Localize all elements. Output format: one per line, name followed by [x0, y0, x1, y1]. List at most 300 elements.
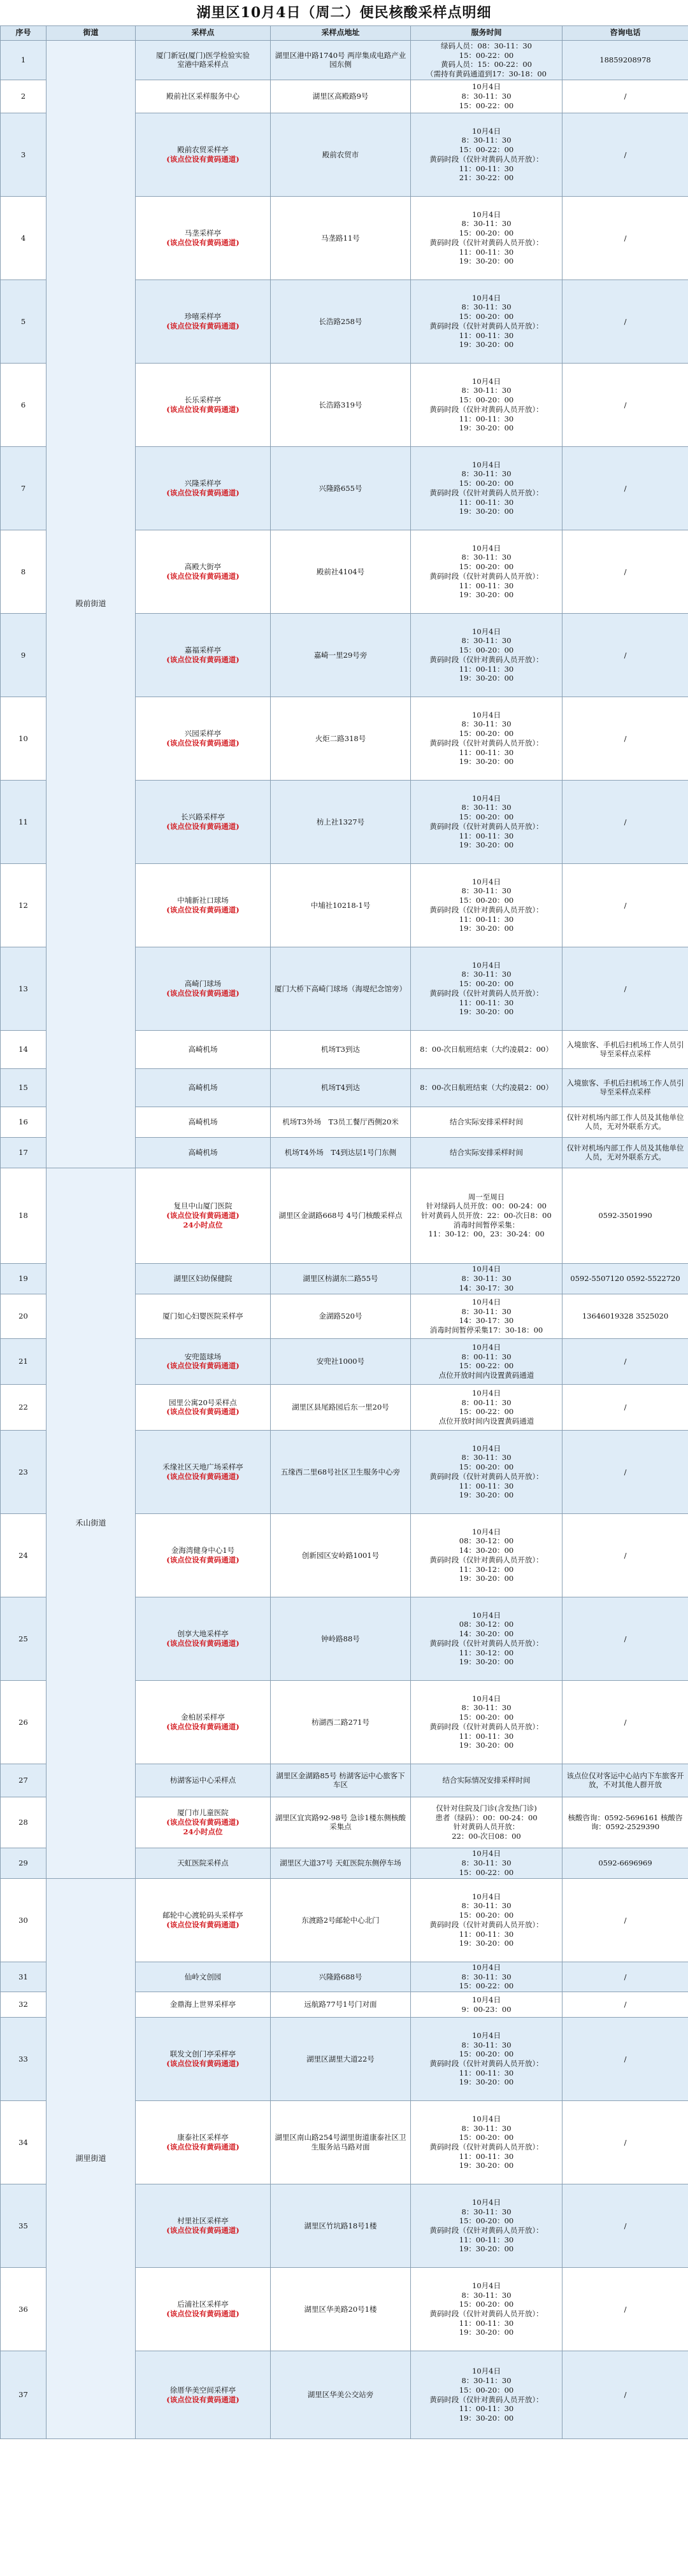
service-time — [411, 2268, 563, 2351]
consult-phone: 核酸咨询：0592-5696161 核酸咨询：0592-2529390 — [563, 1797, 688, 1848]
service-time-line: 黄码时段（仅针对黄码人员开放）： — [429, 2395, 543, 2404]
yellow-code-channel-note: (该点位设有黄码通道) — [166, 1361, 240, 1371]
service-time-line: 8：30-11：30 — [461, 553, 512, 562]
consult-phone: / — [563, 1384, 688, 1430]
row-number: 25 — [1, 1597, 47, 1680]
site-address: 马垄路11号 — [271, 196, 411, 280]
sampling-site-name — [136, 1597, 271, 1680]
yellow-code-channel-note: (该点位设有黄码通道) — [166, 404, 240, 414]
service-time-line: 19：30-20：00 — [459, 1574, 514, 1583]
24h-site-note: 24小时点位 — [183, 1220, 223, 1229]
consult-phone: / — [563, 446, 688, 530]
site-name-line: 马垄采样亭 — [184, 229, 222, 238]
service-time-line: 10月4日 — [472, 1610, 501, 1620]
row-number: 4 — [1, 196, 47, 280]
yellow-code-channel-note: (该点位设有黄码通道) — [166, 2059, 240, 2069]
service-time — [411, 1962, 563, 1992]
row-number: 18 — [1, 1168, 47, 1263]
service-time-line: 19：30-20：00 — [459, 423, 514, 433]
site-name-line: 徐厝华美空间采样亭 — [169, 2385, 236, 2395]
consult-phone: 13646019328 3525020 — [563, 1294, 688, 1338]
service-time-line: 8：30-11：30 — [461, 302, 512, 312]
service-time — [411, 1338, 563, 1384]
header-phone: 咨询电话 — [563, 26, 688, 41]
yellow-code-channel-note: (该点位设有黄码通道) — [166, 571, 240, 581]
service-time-line: 11：00-11：30 — [459, 1481, 514, 1490]
service-time-line: 11：00-11：30 — [459, 2318, 514, 2328]
site-address: 中埔社10218-1号 — [271, 863, 411, 947]
consult-phone: 0592-6696969 — [563, 1848, 688, 1878]
service-time-line: 黄码时段（仅针对黄码人员开放）： — [429, 1638, 543, 1648]
service-time-line: 黄码时段（仅针对黄码人员开放）： — [429, 1555, 543, 1564]
consult-phone: / — [563, 1962, 688, 1992]
site-name-line: 联发文创门亭采样亭 — [169, 2049, 236, 2059]
site-name-line: 金鼎海上世界采样亭 — [169, 2000, 236, 2009]
service-time-line: 8：30-11：30 — [461, 886, 512, 896]
service-time-line: 14：30-17：30 — [459, 1316, 514, 1326]
service-time-line: 15：00-20：00 — [459, 896, 514, 905]
service-time-line: 8：30-11：30 — [461, 636, 512, 646]
yellow-code-channel-note: (该点位设有黄码通道) — [166, 738, 240, 747]
service-time-line: 08：30-12：00 — [459, 1536, 514, 1546]
site-name-line: 金柏居采样亭 — [181, 1713, 225, 1722]
sampling-site-name — [136, 446, 271, 530]
service-time-line: 08：30-12：00 — [459, 1620, 514, 1629]
consult-phone: 入境旅客、手机后扫机场工作人员引导至采样点采样 — [563, 1030, 688, 1068]
site-address: 创新园区安岭路1001号 — [271, 1513, 411, 1597]
row-number: 33 — [1, 2018, 47, 2101]
row-number: 15 — [1, 1068, 47, 1107]
service-time — [411, 1992, 563, 2018]
service-time-line: 8：30-11：30 — [461, 2040, 512, 2049]
service-time — [411, 1168, 563, 1263]
row-number: 12 — [1, 863, 47, 947]
row-number: 23 — [1, 1430, 47, 1513]
row-number: 16 — [1, 1107, 47, 1137]
row-number: 6 — [1, 363, 47, 446]
service-time-line: 结合实际情况安排采样时间 — [442, 1776, 531, 1785]
site-name-line: 高崎门球场 — [184, 979, 222, 989]
consult-phone: / — [563, 2351, 688, 2439]
service-time — [411, 780, 563, 863]
service-time-line: 15：00-20：00 — [459, 229, 514, 238]
site-address: 湖里区湖里大道22号 — [271, 2018, 411, 2101]
service-time-line: 10月4日 — [472, 960, 501, 970]
service-time-line: 周一至周日 — [468, 1192, 505, 1201]
service-time-line: 15：00-22：00 — [459, 1361, 514, 1371]
consult-phone: / — [563, 2018, 688, 2101]
service-time — [411, 1263, 563, 1294]
consult-phone: / — [563, 1338, 688, 1384]
service-time-line: 15：00-20：00 — [459, 2300, 514, 2309]
service-time-line: 11：00-11：30 — [459, 581, 514, 590]
sampling-site-name — [136, 2018, 271, 2101]
row-number: 8 — [1, 530, 47, 613]
consult-phone: / — [563, 613, 688, 697]
row-number: 30 — [1, 1878, 47, 1962]
sampling-site-name — [136, 1797, 271, 1848]
service-time-line: 11：00-11：30 — [459, 2235, 514, 2244]
service-time-line: 点位开放时间内设置黄码通道 — [438, 1417, 534, 1426]
service-time-line: 11：00-11：30 — [459, 1731, 514, 1741]
service-time-line: 10月4日 — [472, 1849, 501, 1858]
site-address: 机场T3外场 T3员工餐厅西侧20米 — [271, 1107, 411, 1137]
yellow-code-channel-note: (该点位设有黄码通道) — [166, 488, 240, 497]
yellow-code-channel-note: (该点位设有黄码通道) — [166, 2142, 240, 2152]
site-address: 湖里区华美公交站旁 — [271, 2351, 411, 2439]
service-time-line: 黄码时段（仅针对黄码人员开放）： — [429, 2226, 543, 2235]
row-number: 9 — [1, 613, 47, 697]
site-address: 厦门大桥下高崎门球场（海堤纪念馆旁） — [271, 947, 411, 1030]
site-address: 机场T4外场 T4到达层1号门东侧 — [271, 1137, 411, 1168]
service-time-line: 8：30-11：30 — [461, 1858, 512, 1868]
yellow-code-channel-note: (该点位设有黄码通道) — [166, 2395, 240, 2404]
service-time-line: 11：00-11：30 — [459, 247, 514, 257]
row-number: 37 — [1, 2351, 47, 2439]
service-time-line: 8：30-11：30 — [461, 219, 512, 229]
site-address: 湖里区华美路20号1楼 — [271, 2268, 411, 2351]
service-time-line: 10月4日 — [472, 2114, 501, 2123]
service-time-line: 15：00-20：00 — [459, 2049, 514, 2059]
consult-phone: 该点位仅对客运中心站内下车旅客开放，不对其他人群开放 — [563, 1764, 688, 1797]
row-number: 3 — [1, 113, 47, 196]
row-number: 7 — [1, 446, 47, 530]
service-time-line: 针对黄码人员开放：22：00-次日8：00 — [421, 1211, 552, 1221]
service-time-line: 8：30-11：30 — [461, 1306, 512, 1316]
site-address: 湖里区宜宾路92-98号 急诊1楼东侧核酸采集点 — [271, 1797, 411, 1848]
service-time — [411, 1764, 563, 1797]
site-name-line: 中埔新社口球场 — [177, 896, 229, 905]
site-name-line: 高崎机场 — [188, 1148, 218, 1157]
site-name-line: 禾缘社区天地广场采样亭 — [162, 1462, 243, 1472]
site-address: 机场T4到达 — [271, 1068, 411, 1107]
service-time-line: 19：30-20：00 — [459, 1490, 514, 1500]
service-time — [411, 2018, 563, 2101]
service-time-line: 14：30-20：00 — [459, 1546, 514, 1555]
service-time-line: 黄码时段（仅针对黄码人员开放）： — [429, 571, 543, 581]
service-time-line: 黄码时段（仅针对黄码人员开放）： — [429, 321, 543, 330]
service-time-line: 10月4日 — [472, 1995, 501, 2004]
service-time-line: 15：00-22：00 — [459, 1867, 514, 1877]
site-address: 湖里区大道37号 天虹医院东侧停车场 — [271, 1848, 411, 1878]
service-time-line: 10月4日 — [472, 710, 501, 719]
service-time-line: 15：00-20：00 — [459, 812, 514, 822]
service-time-line: 8：30-11：30 — [461, 469, 512, 479]
service-time — [411, 1294, 563, 1338]
service-time-line: 19：30-20：00 — [459, 674, 514, 683]
service-time-line: 10月4日 — [472, 1527, 501, 1536]
site-name-line: 天虹医院采样点 — [177, 1858, 229, 1868]
service-time-line: 结合实际安排采样时间 — [450, 1117, 523, 1127]
consult-phone: 18859208978 — [563, 41, 688, 80]
service-time-line: 10月4日 — [472, 1297, 501, 1306]
site-name-line: 高崎机场 — [188, 1083, 218, 1093]
service-time — [411, 947, 563, 1030]
service-time — [411, 697, 563, 780]
service-time-line: 11：00-11：30 — [459, 2151, 514, 2161]
site-address: 钟岭路88号 — [271, 1597, 411, 1680]
service-time-line: 绿码人员：08：30-11：30 — [441, 41, 532, 50]
site-address: 殿前社4104号 — [271, 530, 411, 613]
service-time-line: 8：30-11：30 — [461, 803, 512, 812]
site-address: 火炬二路318号 — [271, 697, 411, 780]
sampling-site-name — [136, 2184, 271, 2268]
service-time-line: 点位开放时间内设置黄码通道 — [438, 1371, 534, 1380]
site-name-line: 枋湖客运中心采样点 — [169, 1776, 236, 1785]
service-time-line: 黄码时段（仅针对黄码人员开放）： — [429, 1722, 543, 1731]
service-time-line: 针对黄码人员开放： — [453, 1822, 520, 1832]
yellow-code-channel-note: (该点位设有黄码通道) — [166, 237, 240, 247]
site-name-line: 湖里区妇幼保健院 — [173, 1274, 233, 1284]
service-time-line: 8：00-次日航班结束（大约凌晨2：00） — [420, 1045, 553, 1054]
site-name-line: 长乐采样亭 — [184, 395, 222, 405]
site-name-line: 殿前农贸采样亭 — [177, 145, 229, 155]
site-address: 湖里区南山路254号湖里街道康泰社区卫生服务站马路对面 — [271, 2101, 411, 2184]
service-time-line: 消毒时间暂停采集17：30-18：00 — [429, 1326, 543, 1335]
consult-phone: / — [563, 1513, 688, 1597]
service-time — [411, 1513, 563, 1597]
service-time-line: 19：30-20：00 — [459, 1939, 514, 1948]
site-name-line: 村里社区采样亭 — [177, 2216, 229, 2226]
service-time — [411, 1068, 563, 1107]
service-time-line: 10月4日 — [472, 376, 501, 386]
consult-phone: / — [563, 2184, 688, 2268]
consult-phone: / — [563, 280, 688, 363]
site-name-line: 创享大地采样亭 — [177, 1629, 229, 1639]
service-time-line: 19：30-20：00 — [459, 2161, 514, 2170]
site-name-line: 厦门市儿童医院 — [177, 1808, 229, 1818]
service-time-line: 19：30-20：00 — [459, 340, 514, 350]
service-time-line: 15：00-22：00 — [459, 50, 514, 60]
site-address: 湖里区高殿路9号 — [271, 80, 411, 113]
service-time-line: 8：30-11：30 — [461, 92, 512, 101]
service-time-line: 10月4日 — [472, 126, 501, 136]
service-time-line: 10月4日 — [472, 877, 501, 886]
yellow-code-channel-note: (该点位设有黄码通道) — [166, 1920, 240, 1929]
street-name: 禾山街道 — [47, 1168, 136, 1878]
sampling-site-name — [136, 41, 271, 80]
row-number: 11 — [1, 780, 47, 863]
service-time-line: 15：00-20：00 — [459, 646, 514, 655]
service-time-line: 10月4日 — [472, 460, 501, 469]
consult-phone: / — [563, 1878, 688, 1962]
service-time-line: 15：00-20：00 — [459, 2385, 514, 2395]
service-time-line: 15：00-20：00 — [459, 479, 514, 488]
yellow-code-channel-note: (该点位设有黄码通道) — [166, 1638, 240, 1648]
yellow-code-channel-note: (该点位设有黄码通道) — [166, 988, 240, 998]
service-time — [411, 196, 563, 280]
service-time-line: 10月4日 — [472, 1962, 501, 1972]
row-number: 32 — [1, 1992, 47, 2018]
sampling-site-name — [136, 1338, 271, 1384]
service-time-line: 22：00-次日08：00 — [452, 1832, 521, 1841]
service-time-line: 11：30-12：00，23：30-24：00 — [428, 1229, 545, 1239]
consult-phone: / — [563, 1680, 688, 1764]
sampling-site-name — [136, 80, 271, 113]
consult-phone: / — [563, 697, 688, 780]
row-number: 35 — [1, 2184, 47, 2268]
site-name-line: 高崎机场 — [188, 1117, 218, 1127]
sampling-site-name — [136, 697, 271, 780]
service-time-line: （需持有黄码通道到17：30-18：00 — [426, 69, 547, 79]
header-street: 街道 — [47, 26, 136, 41]
service-time-line: 黄码时段（仅针对黄码人员开放）： — [429, 988, 543, 998]
service-time-line: 19：30-20：00 — [459, 590, 514, 600]
sampling-site-name — [136, 1513, 271, 1597]
sampling-site-name — [136, 1030, 271, 1068]
table-body — [1, 41, 688, 2439]
service-time-line: 黄码时段（仅针对黄码人员开放）： — [429, 404, 543, 414]
service-time-line: 8：00-11：30 — [461, 1398, 512, 1407]
consult-phone: / — [563, 863, 688, 947]
service-time-line: 10月4日 — [472, 2281, 501, 2290]
service-time — [411, 1878, 563, 1962]
service-time — [411, 863, 563, 947]
yellow-code-channel-note: (该点位设有黄码通道) — [166, 655, 240, 664]
service-time — [411, 41, 563, 80]
consult-phone: / — [563, 363, 688, 446]
service-time-line: 10月4日 — [472, 293, 501, 302]
service-time — [411, 80, 563, 113]
row-number: 29 — [1, 1848, 47, 1878]
yellow-code-channel-note: (该点位设有黄码通道) — [166, 321, 240, 330]
service-time — [411, 1137, 563, 1168]
service-time — [411, 1430, 563, 1513]
site-name-line: 安兜篮球场 — [184, 1352, 222, 1361]
service-time-line: 19：30-20：00 — [459, 757, 514, 767]
service-time-line: 15：00-20：00 — [459, 729, 514, 739]
service-time-line: 黄码时段（仅针对黄码人员开放）： — [429, 2142, 543, 2152]
service-time — [411, 1597, 563, 1680]
24h-site-note: 24小时点位 — [183, 1827, 223, 1836]
site-address: 嘉崎一里29号旁 — [271, 613, 411, 697]
sampling-site-name — [136, 613, 271, 697]
service-time-line: 黄码时段（仅针对黄码人员开放）： — [429, 154, 543, 164]
sampling-site-name — [136, 1764, 271, 1797]
service-time-line: 结合实际安排采样时间 — [450, 1148, 523, 1157]
site-address: 湖里区金湖路85号 枋湖客运中心旅客下车区 — [271, 1764, 411, 1797]
site-name-line: 厦门新冠(厦门)医学检验实验 — [156, 50, 250, 60]
site-name-line: 邮轮中心渡轮码头采样亭 — [162, 1911, 243, 1920]
service-time-line: 8：30-11：30 — [461, 2376, 512, 2386]
sampling-site-name — [136, 2351, 271, 2439]
consult-phone: / — [563, 530, 688, 613]
service-time-line: 11：00-11：30 — [459, 164, 514, 173]
service-time-line: 黄码时段（仅针对黄码人员开放）： — [429, 2309, 543, 2319]
site-name-line: 园里公寓20号采样点 — [169, 1398, 237, 1407]
service-time-line: 19：30-20：00 — [459, 2244, 514, 2254]
sampling-site-name — [136, 280, 271, 363]
service-time-line: 19：30-20：00 — [459, 257, 514, 266]
service-time-line: 8：30-11：30 — [461, 386, 512, 395]
row-number: 22 — [1, 1384, 47, 1430]
sampling-site-name — [136, 2268, 271, 2351]
table-header — [1, 26, 688, 41]
sampling-site-name — [136, 1992, 271, 2018]
site-name-line: 高崎机场 — [188, 1045, 218, 1054]
service-time — [411, 2351, 563, 2439]
site-address: 兴隆路688号 — [271, 1962, 411, 1992]
sampling-site-table — [0, 25, 688, 2439]
service-time-line: 19：30-20：00 — [459, 2413, 514, 2423]
row-number: 27 — [1, 1764, 47, 1797]
yellow-code-channel-note: (该点位设有黄码通道) — [166, 1555, 240, 1564]
row-number: 17 — [1, 1137, 47, 1168]
service-time-line: 10月4日 — [472, 82, 501, 92]
service-time-line: 黄码时段（仅针对黄码人员开放）： — [429, 488, 543, 497]
sampling-site-name — [136, 1263, 271, 1294]
header-address: 采样点地址 — [271, 26, 411, 41]
site-name-line: 复旦中山厦门医院 — [173, 1201, 233, 1211]
service-time-line: 9：00-23：00 — [461, 2004, 512, 2014]
site-address: 兴隆路655号 — [271, 446, 411, 530]
service-time-line: 黄码时段（仅针对黄码人员开放）： — [429, 2059, 543, 2069]
sampling-site-name — [136, 363, 271, 446]
service-time-line: 11：30-12：00 — [459, 1564, 514, 1574]
service-time — [411, 1384, 563, 1430]
service-time — [411, 1848, 563, 1878]
service-time-line: 15：00-22：00 — [459, 1407, 514, 1417]
service-time-line: 19：30-20：00 — [459, 1657, 514, 1667]
service-time-line: 黄码时段（仅针对黄码人员开放）： — [429, 738, 543, 747]
service-time-line: 14：30-17：30 — [459, 1283, 514, 1292]
site-name-line: 长兴路采样亭 — [181, 812, 225, 822]
sampling-site-name — [136, 1848, 271, 1878]
service-time-line: 19：30-20：00 — [459, 507, 514, 516]
sampling-site-name — [136, 1962, 271, 1992]
site-name-line: 高殿大街亭 — [184, 562, 222, 572]
row-number: 20 — [1, 1294, 47, 1338]
service-time — [411, 2184, 563, 2268]
service-time-line: 11：00-11：30 — [459, 2404, 514, 2414]
service-time-line: 15：00-22：00 — [459, 145, 514, 155]
service-time-line: 14：30-20：00 — [459, 1629, 514, 1639]
consult-phone: 仅针对机场内部工作人员及其他单位人员，无对外联系方式。 — [563, 1137, 688, 1168]
service-time-line: 11：30-12：00 — [459, 1648, 514, 1657]
page-title: 湖里区10月4日（周二）便民核酸采样点明细 — [196, 4, 492, 21]
row-number: 13 — [1, 947, 47, 1030]
service-time-line: 10月4日 — [472, 1264, 501, 1274]
service-time-line: 21：30-22：00 — [459, 173, 514, 183]
table-row — [1, 41, 688, 80]
service-time-line: 8：30-11：30 — [461, 2207, 512, 2216]
sampling-site-name — [136, 1294, 271, 1338]
service-time-line: 11：00-11：30 — [459, 998, 514, 1007]
service-time-line: 8：30-11：30 — [461, 2123, 512, 2133]
site-address: 机场T3到达 — [271, 1030, 411, 1068]
service-time-line: 19：30-20：00 — [459, 840, 514, 850]
site-name-line: 室港中路采样点 — [177, 60, 229, 69]
service-time — [411, 113, 563, 196]
service-time-line: 针对绿码人员开放：00：00-24：00 — [426, 1201, 547, 1211]
service-time-line: 19：30-20：00 — [459, 2077, 514, 2087]
consult-phone: 仅针对机场内部工作人员及其他单位人员，无对外联系方式。 — [563, 1107, 688, 1137]
sampling-site-name — [136, 863, 271, 947]
sampling-site-name — [136, 1384, 271, 1430]
service-time — [411, 530, 563, 613]
service-time-line: 11：00-11：30 — [459, 414, 514, 423]
yellow-code-channel-note: (该点位设有黄码通道) — [166, 2226, 240, 2235]
service-time-line: 消毒时间暂停采集： — [453, 1220, 520, 1229]
consult-phone: / — [563, 2268, 688, 2351]
service-time-line: 15：00-20：00 — [459, 395, 514, 405]
site-address: 枋上社1327号 — [271, 780, 411, 863]
site-address: 枋湖西二路271号 — [271, 1680, 411, 1764]
service-time-line: 10月4日 — [472, 1892, 501, 1901]
row-number: 14 — [1, 1030, 47, 1068]
yellow-code-channel-note: (该点位设有黄码通道) — [166, 905, 240, 914]
service-time-line: 黄码人员：15：00-22：00 — [441, 60, 532, 69]
